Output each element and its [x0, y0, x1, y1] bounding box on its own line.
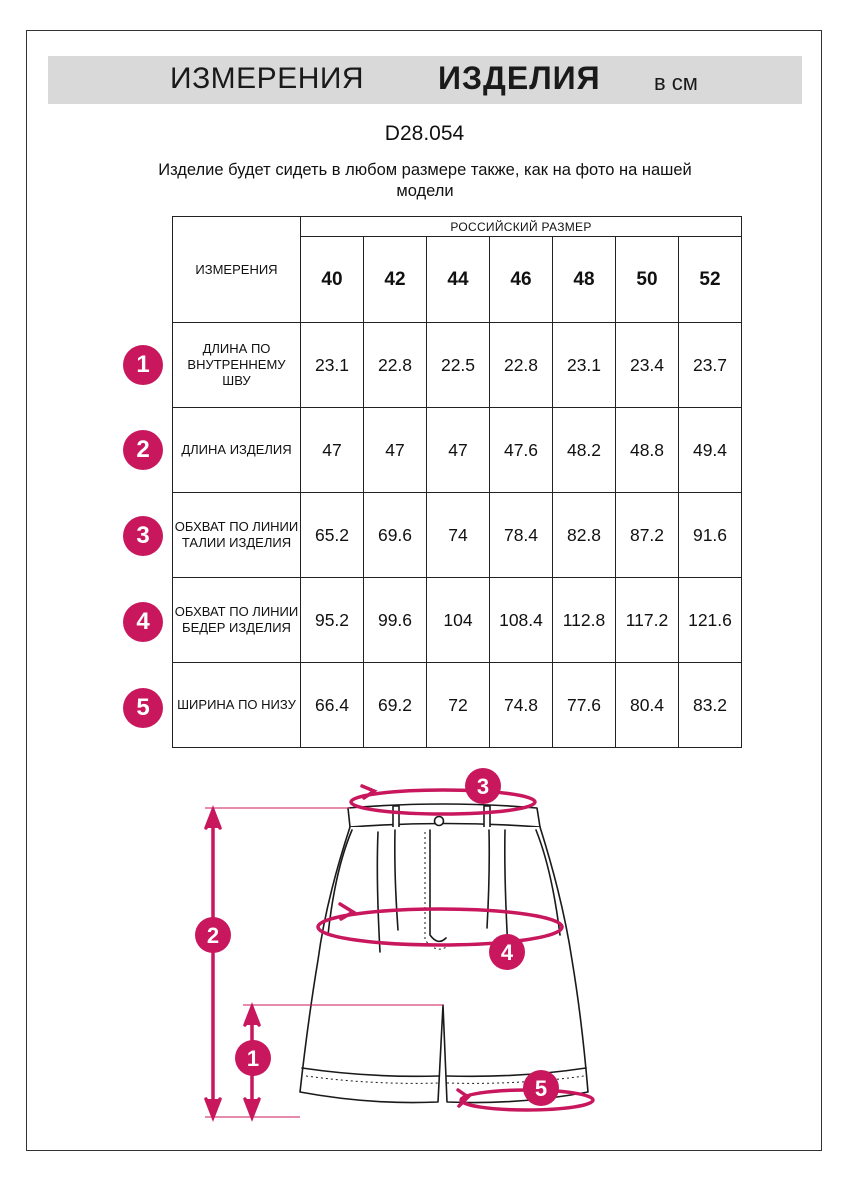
marker-1-label: 1 — [246, 1046, 260, 1071]
size-header: 52 — [679, 237, 742, 323]
size-header: 50 — [616, 237, 679, 323]
table-cell: 99.6 — [364, 578, 427, 663]
row-number-badge: 4 — [123, 602, 163, 642]
table-cell: 78.4 — [490, 493, 553, 578]
marker-1 — [235, 1040, 271, 1076]
table-cell: 80.4 — [616, 663, 679, 748]
table-cell: 48.8 — [616, 408, 679, 493]
table-cell: 65.2 — [301, 493, 364, 578]
table-cell: 47 — [427, 408, 490, 493]
table-cell: 47.6 — [490, 408, 553, 493]
row-label: ДЛИНА ПО ВНУТРЕННЕМУ ШВУ — [173, 323, 301, 408]
marker-5 — [523, 1070, 559, 1106]
group-header: РОССИЙСКИЙ РАЗМЕР — [301, 217, 742, 237]
table-cell: 91.6 — [679, 493, 742, 578]
row-number-badge: 1 — [123, 345, 163, 385]
row-label: ДЛИНА ИЗДЕЛИЯ — [173, 408, 301, 493]
header-unit: в см — [654, 70, 698, 95]
table-row — [173, 663, 742, 748]
table-cell: 22.8 — [490, 323, 553, 408]
shorts-measurement-diagram — [0, 760, 849, 1150]
corner-label: ИЗМЕРЕНИЯ — [173, 217, 301, 323]
table-cell: 74 — [427, 493, 490, 578]
table-cell: 23.1 — [301, 323, 364, 408]
size-header: 44 — [427, 237, 490, 323]
table-row — [173, 493, 742, 578]
size-table — [172, 216, 742, 748]
row-number-badge: 2 — [123, 430, 163, 470]
table-cell: 87.2 — [616, 493, 679, 578]
table-cell: 23.4 — [616, 323, 679, 408]
size-header: 40 — [301, 237, 364, 323]
table-header-row — [173, 217, 742, 237]
marker-4-label: 4 — [500, 940, 514, 965]
table-cell: 77.6 — [553, 663, 616, 748]
marker-2-label: 2 — [206, 923, 220, 948]
table-cell: 66.4 — [301, 663, 364, 748]
table-cell: 22.5 — [427, 323, 490, 408]
marker-4 — [489, 934, 525, 970]
table-row — [173, 323, 742, 408]
table-cell: 72 — [427, 663, 490, 748]
row-number-badge: 3 — [123, 516, 163, 556]
marker-5-label: 5 — [534, 1076, 548, 1101]
table-cell: 22.8 — [364, 323, 427, 408]
row-label: ОБХВАТ ПО ЛИНИИ БЕДЕР ИЗДЕЛИЯ — [173, 578, 301, 663]
header-title-light: ИЗМЕРЕНИЯ — [170, 62, 365, 95]
marker-3-label: 3 — [476, 774, 490, 799]
table-cell: 48.2 — [553, 408, 616, 493]
size-header: 42 — [364, 237, 427, 323]
header-title-bold: ИЗДЕЛИЯ — [438, 60, 601, 96]
table-cell: 23.1 — [553, 323, 616, 408]
table-row — [173, 578, 742, 663]
size-header: 48 — [553, 237, 616, 323]
table-cell: 49.4 — [679, 408, 742, 493]
table-cell: 47 — [364, 408, 427, 493]
table-cell: 82.8 — [553, 493, 616, 578]
shorts-outline — [300, 804, 588, 1103]
table-cell: 83.2 — [679, 663, 742, 748]
table-cell: 108.4 — [490, 578, 553, 663]
table-cell: 74.8 — [490, 663, 553, 748]
table-cell: 69.6 — [364, 493, 427, 578]
table-cell: 23.7 — [679, 323, 742, 408]
marker-2 — [195, 917, 231, 953]
model-code: D28.054 — [384, 122, 465, 145]
fit-note: Изделие будет сидеть в любом размере также, как на фото на нашей модели — [158, 161, 692, 200]
table-cell: 95.2 — [301, 578, 364, 663]
waist-arrow-icon — [362, 786, 374, 798]
size-header: 46 — [490, 237, 553, 323]
marker-3 — [465, 768, 501, 804]
table-cell: 121.6 — [679, 578, 742, 663]
table-cell: 117.2 — [616, 578, 679, 663]
table-cell: 69.2 — [364, 663, 427, 748]
row-number-badge: 5 — [123, 688, 163, 728]
table-cell: 47 — [301, 408, 364, 493]
row-label: ОБХВАТ ПО ЛИНИИ ТАЛИИ ИЗДЕЛИЯ — [173, 493, 301, 578]
table-row — [173, 408, 742, 493]
row-label: ШИРИНА ПО НИЗУ — [173, 663, 301, 748]
table-cell: 104 — [427, 578, 490, 663]
table-cell: 112.8 — [553, 578, 616, 663]
